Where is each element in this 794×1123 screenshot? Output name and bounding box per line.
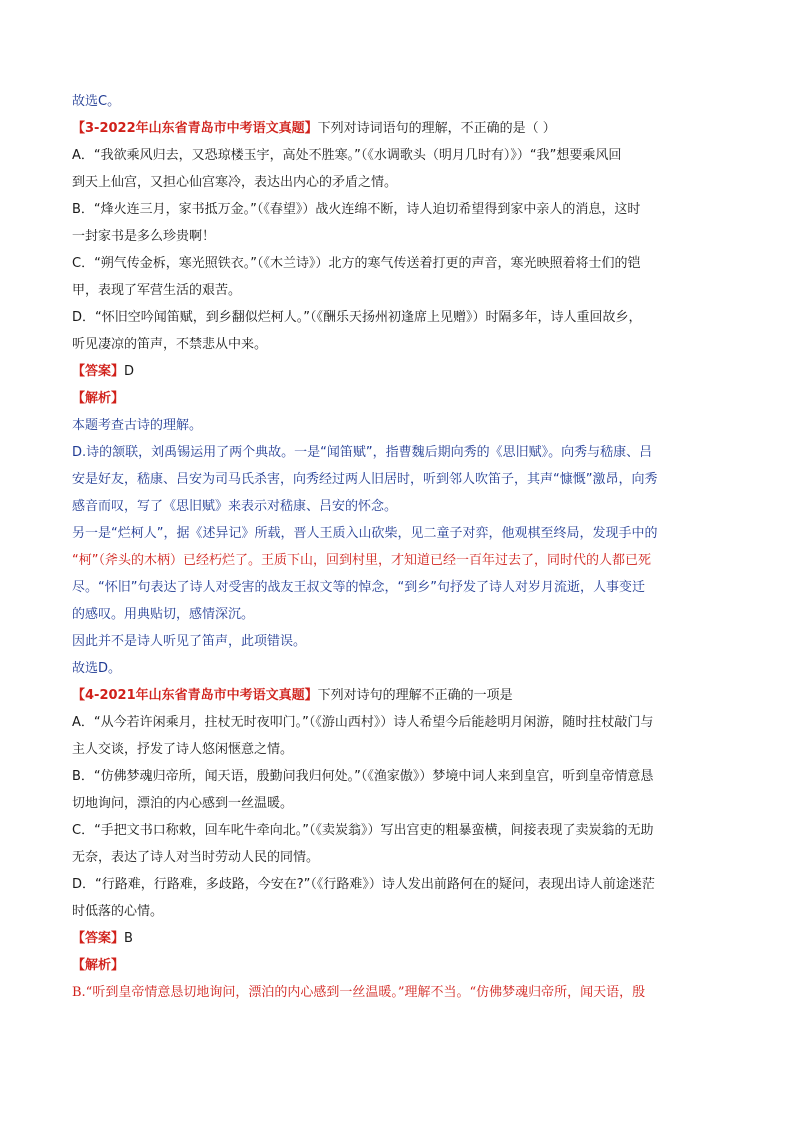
text-line xyxy=(72,88,722,115)
text-line xyxy=(72,493,722,520)
text-segment: 下列对诗词语句的理解，不正确的是（ ） xyxy=(317,121,556,136)
text-line xyxy=(72,250,722,277)
text-line xyxy=(72,952,722,979)
text-segment: 甲，表现了军营生活的艰苦。 xyxy=(72,283,242,298)
text-segment: 因此并不是诗人听见了笛声，此项错误。 xyxy=(72,634,307,649)
text-segment: 【4-2021年山东省青岛市中考语文真题】 xyxy=(72,688,318,703)
text-line xyxy=(72,898,722,925)
text-segment: 切地询问，漂泊的内心感到一丝温暖。 xyxy=(72,796,294,811)
text-line xyxy=(72,871,722,898)
text-line xyxy=(72,412,722,439)
text-line xyxy=(72,574,722,601)
text-segment: 下列对诗句的理解不正确的一项是 xyxy=(317,688,513,703)
text-segment: 无奈，表达了诗人对当时劳动人民的同情。 xyxy=(72,850,320,865)
text-segment: 【解析】 xyxy=(72,391,125,406)
text-line xyxy=(72,331,722,358)
text-line xyxy=(72,115,722,142)
text-line xyxy=(72,628,722,655)
text-line xyxy=(72,790,722,817)
text-segment: D.诗的颔联，刘禹锡运用了两个典故。一是“闻笛赋”，指曹魏后期向秀的《思旧赋》。向秀与嵇康、吕 xyxy=(72,445,653,460)
text-segment: 另一是“烂柯人”，据《述异记》所载，晋人王质入山砍柴，见二童子对弈，他观棋至终局，发现手中的 xyxy=(72,526,658,541)
text-segment: 听见凄凉的笛声，不禁悲从中来。 xyxy=(72,337,268,352)
text-segment: 感音而叹，写了《思旧赋》来表示对嵇康、吕安的怀念。 xyxy=(72,499,398,514)
text-segment: 【答案】 xyxy=(72,931,125,946)
text-line xyxy=(72,466,722,493)
text-line xyxy=(72,844,722,871)
text-segment: B.“听到皇帝情意恳切地询问，漂泊的内心感到一丝温暖。”理解不当。“仿佛梦魂归帝所，闻天语，殷 xyxy=(72,985,646,1000)
text-line xyxy=(72,763,722,790)
text-segment: C．“手把文书口称敕，回车叱牛牵向北。”（《卖炭翁》）写出宫吏的粗暴蛮横，间接表现了卖炭翁的无助 xyxy=(72,823,654,838)
text-line xyxy=(72,439,722,466)
text-segment: D．“怀旧空吟闻笛赋，到乡翻似烂柯人。”（《酬乐天扬州初逢席上见赠》）时隔多年，诗人重回故乡， xyxy=(72,310,642,325)
text-segment: D xyxy=(124,364,135,379)
text-line xyxy=(72,547,722,574)
text-segment: “柯”（斧头的木柄）已经朽烂了。王质下山，回到村里，才知道已经一百年过去了，同时代的人都已死 xyxy=(72,553,651,568)
text-segment: 尽。“怀旧”句表达了诗人对受害的战友王叔文等的悼念，“到乡”句抒发了诗人对岁月流逝，人事变迁 xyxy=(72,580,645,595)
text-segment: 的感叹。用典贴切，感情深沉。 xyxy=(72,607,255,622)
text-segment: 本题考查古诗的理解。 xyxy=(72,418,203,433)
text-line xyxy=(72,817,722,844)
text-line xyxy=(72,655,722,682)
text-segment: 安是好友，嵇康、吕安为司马氏杀害，向秀经过两人旧居时，听到邻人吹笛子，其声“慷慨”激昂，向秀 xyxy=(72,472,658,487)
text-line xyxy=(72,385,722,412)
text-line xyxy=(72,223,722,250)
text-segment: B xyxy=(124,931,133,946)
document-page xyxy=(72,88,722,1006)
text-segment: D．“行路难，行路难，多歧路，今安在?”（《行路难》）诗人发出前路何在的疑问，表现出诗人前途迷茫 xyxy=(72,877,655,892)
text-segment: A．“我欲乘风归去，又恐琼楼玉宇，高处不胜寒。”（《水调歌头（明月几时有）》）“我”想要乘风回 xyxy=(72,148,622,163)
text-segment: 【答案】 xyxy=(72,364,125,379)
text-line xyxy=(72,196,722,223)
text-segment: 到天上仙宫，又担心仙宫寒冷，表达出内心的矛盾之情。 xyxy=(72,175,398,190)
text-line xyxy=(72,277,722,304)
text-line xyxy=(72,520,722,547)
text-line xyxy=(72,142,722,169)
text-segment: 故选C。 xyxy=(72,94,121,109)
text-line xyxy=(72,682,722,709)
text-segment: 【解析】 xyxy=(72,958,125,973)
text-line xyxy=(72,979,722,1006)
text-line xyxy=(72,358,722,385)
text-line xyxy=(72,736,722,763)
text-segment: 【3-2022年山东省青岛市中考语文真题】 xyxy=(72,121,318,136)
text-segment: B．“仿佛梦魂归帝所，闻天语，殷勤问我归何处。”（《渔家傲》）梦境中词人来到皇宫，听到皇帝情意恳 xyxy=(72,769,654,784)
text-line xyxy=(72,169,722,196)
text-line xyxy=(72,601,722,628)
text-line xyxy=(72,304,722,331)
text-line xyxy=(72,709,722,736)
text-segment: 故选D。 xyxy=(72,661,122,676)
text-line xyxy=(72,925,722,952)
text-segment: 时低落的心情。 xyxy=(72,904,164,919)
text-segment: A．“从今若许闲乘月，拄杖无时夜叩门。”（《游山西村》）诗人希望今后能趁明月闲游，随时拄杖敲门与 xyxy=(72,715,654,730)
text-segment: C．“朔气传金柝，寒光照铁衣。”（《木兰诗》）北方的寒气传送着打更的声音，寒光映照着将士们的铠 xyxy=(72,256,641,271)
text-segment: 主人交谈，抒发了诗人悠闲惬意之情。 xyxy=(72,742,294,757)
text-segment: 一封家书是多么珍贵啊！ xyxy=(72,229,216,244)
text-segment: B．“烽火连三月，家书抵万金。”（《春望》）战火连绵不断，诗人迫切希望得到家中亲人的消息，这时 xyxy=(72,202,641,217)
